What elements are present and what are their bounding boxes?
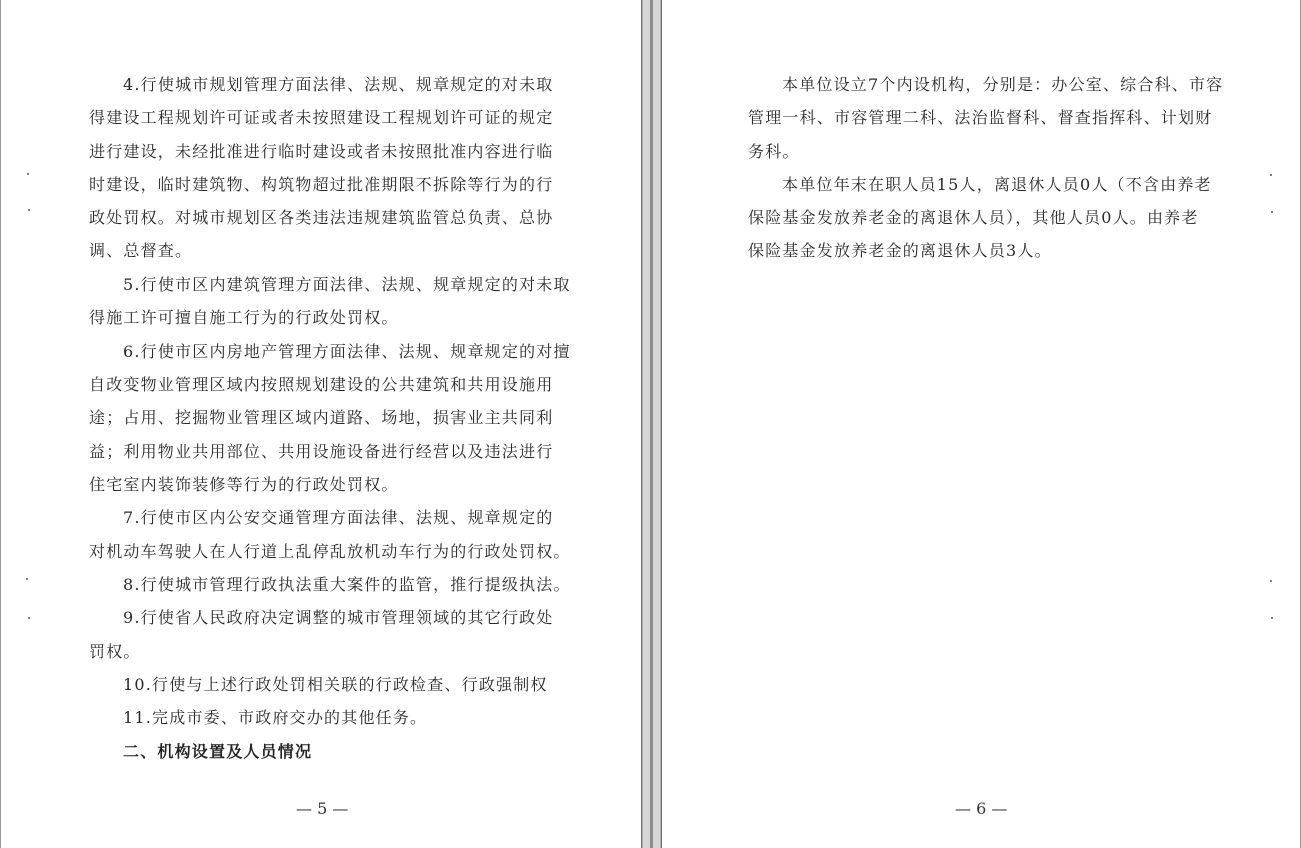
page-6-line: 保险基金发放养老金的离退休人员3人。 — [748, 241, 1052, 260]
page-5-line: 7.行使市区内公安交通管理方面法律、法规、规章规定的 — [123, 508, 554, 527]
page-5-line: 6.行使市区内房地产管理方面法律、法规、规章规定的对擅 — [123, 342, 571, 361]
page-number: — 6 — — [955, 799, 1008, 818]
page-5-line: 11.完成市委、市政府交办的其他任务。 — [123, 708, 428, 727]
page-6-line: 管理一科、市容管理二科、法治监督科、督查指挥科、计划财 — [748, 108, 1213, 127]
page-5-line: 住宅室内装饰装修等行为的行政处罚权。 — [89, 475, 399, 494]
scan-speck — [26, 578, 28, 580]
page-5-line: 10.行使与上述行政处罚相关联的行政检查、行政强制权 — [123, 675, 548, 694]
page-6-line: 保险基金发放养老金的离退休人员），其他人员0人。由养老 — [748, 208, 1199, 227]
page-5-line: 政处罚权。对城市规划区各类违法违规建筑监管总负责、总协 — [89, 208, 554, 227]
page-5-line: 得建设工程规划许可证或者未按照建设工程规划许可证的规定 — [89, 108, 554, 127]
page-number: — 5 — — [296, 799, 349, 818]
page-5-line: 8.行使城市管理行政执法重大案件的监管，推行提级执法。 — [123, 575, 571, 594]
page-6 — [661, 0, 1301, 848]
page-5-line: 罚权。 — [89, 642, 141, 661]
page-6-line: 本单位设立7个内设机构，分别是：办公室、综合科、市容 — [782, 75, 1224, 94]
page-6-line: 务科。 — [748, 142, 800, 161]
page-5-line: 4.行使城市规划管理方面法律、法规、规章规定的对未取 — [123, 75, 554, 94]
page-5-line: 自改变物业管理区域内按照规划建设的公共建筑和共用设施用 — [89, 375, 554, 394]
page-5-line: 对机动车驾驶人在人行道上乱停乱放机动车行为的行政处罚权。 — [89, 542, 571, 561]
page-5-line: 时建设，临时建筑物、构筑物超过批准期限不拆除等行为的行 — [89, 175, 554, 194]
page-6-line: 本单位年末在职人员15人，离退休人员0人（不含由养老 — [782, 175, 1212, 194]
page-5-line: 9.行使省人民政府决定调整的城市管理领域的其它行政处 — [123, 608, 554, 627]
page-5-line: 得施工许可擅自施工行为的行政处罚权。 — [89, 308, 399, 327]
scan-speck — [28, 617, 30, 619]
page-5-line: 途；占用、挖掘物业管理区域内道路、场地，损害业主共同利 — [89, 408, 554, 427]
page-5-line: 调、总督查。 — [89, 241, 193, 260]
page-5-line: 益；利用物业共用部位、共用设施设备进行经营以及违法进行 — [89, 442, 554, 461]
page-5-line: 5.行使市区内建筑管理方面法律、法规、规章规定的对未取 — [123, 275, 571, 294]
scan-speck — [28, 209, 30, 211]
scan-speck — [1270, 174, 1272, 176]
page-5 — [0, 0, 642, 848]
scan-speck — [1271, 617, 1273, 619]
section-heading: 二、机构设置及人员情况 — [123, 742, 313, 761]
scan-speck — [27, 173, 29, 175]
page-gutter — [642, 0, 661, 848]
page-5-line: 进行建设，未经批准进行临时建设或者未按照批准内容进行临 — [89, 142, 554, 161]
scan-speck — [1271, 211, 1273, 213]
scan-speck — [1270, 580, 1272, 582]
